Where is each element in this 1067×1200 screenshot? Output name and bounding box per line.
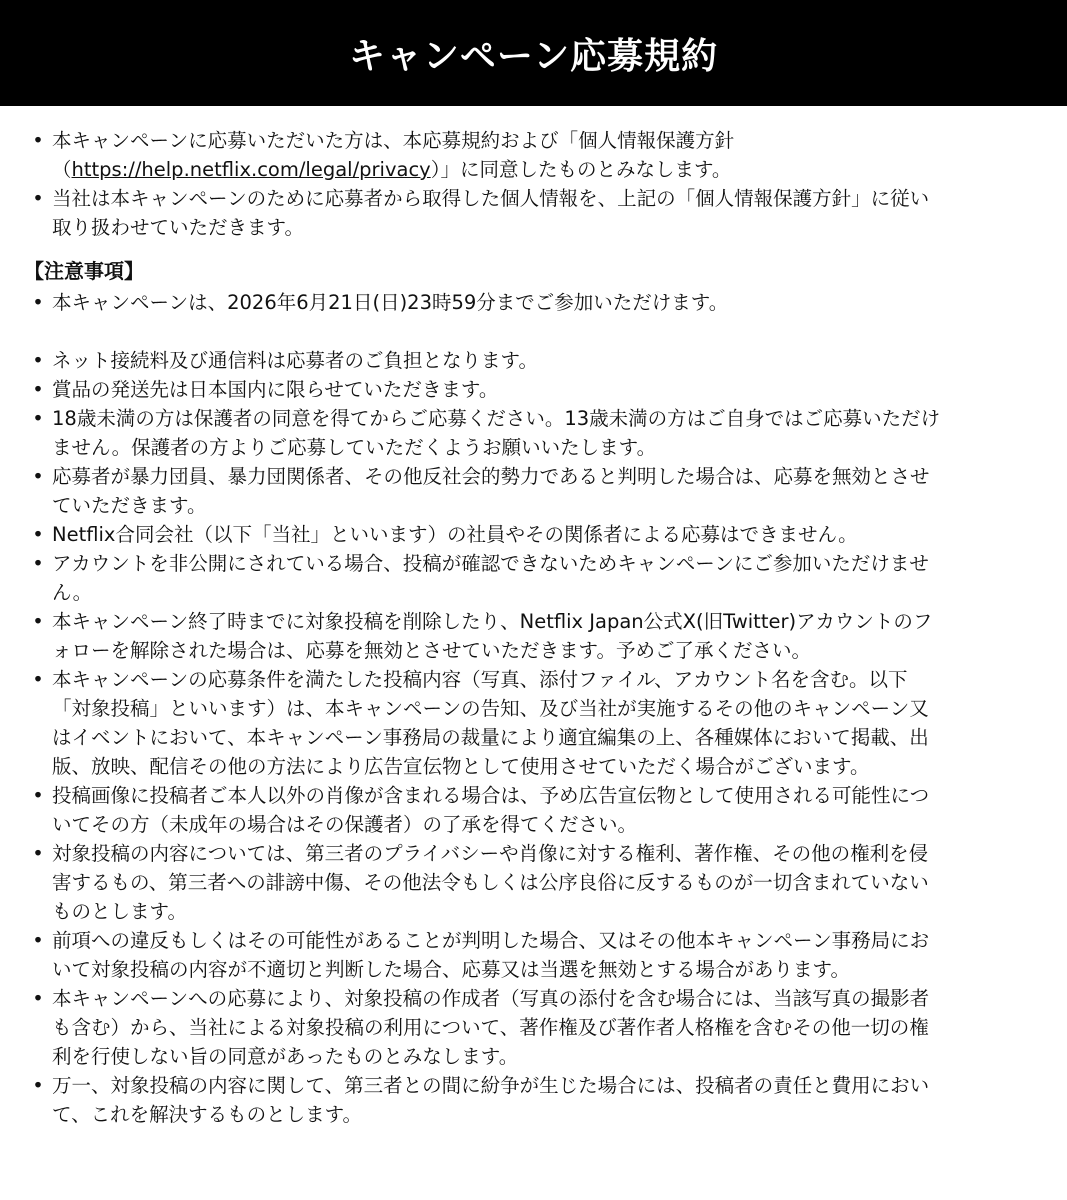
list-spacer (28, 317, 1039, 346)
notes-item (28, 839, 1039, 926)
bullet-icon: • (32, 987, 44, 1010)
page-title: キャンペーン応募規約 (348, 35, 719, 77)
intro-item-privacy (28, 184, 1039, 242)
notes-heading: 【注意事項】 (24, 259, 144, 283)
notes-item-line: 「対象投稿」といいます）は、本キャンペーンの告知、及び当社が実施するその他のキャンペーン又 (52, 697, 929, 720)
notes-item-line: ものとします。 (52, 900, 187, 923)
notes-item-line: 利を行使しない旨の同意があったものとみなします。 (52, 1045, 519, 1068)
bullet-icon: • (32, 552, 44, 575)
notes-item-line: 本キャンペーンの応募条件を満たした投稿内容（写真、添付ファイル、アカウント名を含む。以下 (52, 668, 908, 691)
notes-item (28, 462, 1039, 520)
notes-item-line: 本キャンペーンは、2026年6月21日(日)23時59分までご参加いただけます。 (52, 291, 729, 314)
bullet-icon: • (32, 929, 44, 952)
bullet-icon: • (32, 784, 44, 807)
notes-item-line: 本キャンペーンへの応募により、対象投稿の作成者（写真の添付を含む場合には、当該写真の撮影者 (52, 987, 930, 1010)
notes-item-line: 賞品の発送先は日本国内に限らせていただきます。 (52, 378, 499, 401)
paren-open: （ (52, 158, 72, 181)
notes-item-line: ません。保護者の方よりご応募していただくようお願いいたします。 (52, 436, 657, 459)
notes-item (28, 781, 1039, 839)
bullet-icon: • (32, 291, 44, 314)
bullet-icon: • (32, 1074, 44, 1097)
notes-item-line: いてその方（未成年の場合はその保護者）の了承を得てください。 (52, 813, 638, 836)
notes-list (28, 288, 1039, 1129)
bullet-icon: • (32, 523, 44, 546)
bullet-icon: • (32, 465, 44, 488)
notes-item (28, 1071, 1039, 1129)
notes-item-line: て、これを解決するものとします。 (52, 1103, 363, 1126)
bullet-icon: • (32, 407, 44, 430)
notes-item-line: 万一、対象投稿の内容に関して、第三者との間に紛争が生じた場合には、投稿者の責任と費用におい (52, 1074, 930, 1097)
notes-item-line: 版、放映、配信その他の方法により広告宣伝物として使用させていただく場合がございます。 (52, 755, 870, 778)
notes-item (28, 288, 1039, 317)
notes-item-line: 前項への違反もしくはその可能性があることが判明した場合、又はその他本キャンペーン事務局にお (52, 929, 930, 952)
bullet-icon: • (32, 187, 44, 210)
notes-item-line: いて対象投稿の内容が不適切と判断した場合、応募又は当選を無効とする場合があります。 (52, 958, 850, 981)
intro-item-line: 本キャンペーンに応募いただいた方は、本応募規約および「個人情報保護方針 (52, 129, 735, 152)
privacy-policy-link[interactable]: https://help.netflix.com/legal/privacy (71, 158, 431, 181)
notes-item (28, 375, 1039, 404)
notes-item-line: も含む）から、当社による対象投稿の利用について、著作権及び著作者人格権を含むその他一切の権 (52, 1016, 929, 1039)
intro-item-text: ）」に同意したものとみなします。 (430, 158, 732, 181)
notes-item-line: 応募者が暴力団員、暴力団関係者、その他反社会的勢力であると判明した場合は、応募を無効とさせ (52, 465, 930, 488)
intro-item-line (52, 155, 1039, 184)
notes-item-line: アカウントを非公開にされている場合、投稿が確認できないためキャンペーンにご参加いただけませ (52, 552, 929, 575)
bullet-icon: • (32, 378, 44, 401)
notes-item-line: ん。 (52, 581, 93, 604)
notes-item (28, 607, 1039, 665)
notes-item-line: ォローを解除された場合は、応募を無効とさせていただきます。予めご了承ください。 (52, 639, 811, 662)
notes-item-line: 18歳未満の方は保護者の同意を得てからご応募ください。13歳未満の方はご自身ではご応募いただけ (52, 407, 941, 430)
page-header (0, 0, 1067, 106)
notes-item-line: はイベントにおいて、本キャンペーン事務局の裁量により適宜編集の上、各種媒体において掲載、出 (52, 726, 929, 749)
bullet-icon: • (32, 842, 44, 865)
intro-item-consent (28, 126, 1039, 184)
notes-item (28, 346, 1039, 375)
notes-item (28, 984, 1039, 1071)
bullet-icon: • (32, 349, 44, 372)
notes-item-line: 投稿画像に投稿者ご本人以外の肖像が含まれる場合は、予め広告宣伝物として使用される可能性につ (52, 784, 930, 807)
notes-item-line: Netflix合同会社（以下「当社」といいます）の社員やその関係者による応募はできません。 (52, 523, 858, 546)
terms-content (0, 106, 1067, 1129)
notes-item (28, 404, 1039, 462)
notes-item-line: ていただきます。 (52, 494, 207, 517)
bullet-icon: • (32, 668, 44, 691)
notes-item (28, 549, 1039, 607)
notes-item-line: ネット接続料及び通信料は応募者のご負担となります。 (52, 349, 538, 372)
bullet-icon: • (32, 610, 44, 633)
notes-item (28, 926, 1039, 984)
notes-item (28, 665, 1039, 781)
bullet-icon: • (32, 129, 44, 152)
intro-item-line: 取り扱わせていただきます。 (52, 216, 304, 239)
notes-item-line: 対象投稿の内容については、第三者のプライバシーや肖像に対する権利、著作権、その他の権利を侵 (52, 842, 929, 865)
notes-item-line: 害するもの、第三者への誹謗中傷、その他法令もしくは公序良俗に反するものが一切含まれていない (52, 871, 929, 894)
intro-item-line: 当社は本キャンペーンのために応募者から取得した個人情報を、上記の「個人情報保護方針」に従い (52, 187, 930, 210)
notes-item (28, 520, 1039, 549)
intro-list (28, 126, 1039, 242)
notes-item-line: 本キャンペーン終了時までに対象投稿を削除したり、Netflix Japan公式X(旧Twitter)アカウントのフ (52, 610, 933, 633)
